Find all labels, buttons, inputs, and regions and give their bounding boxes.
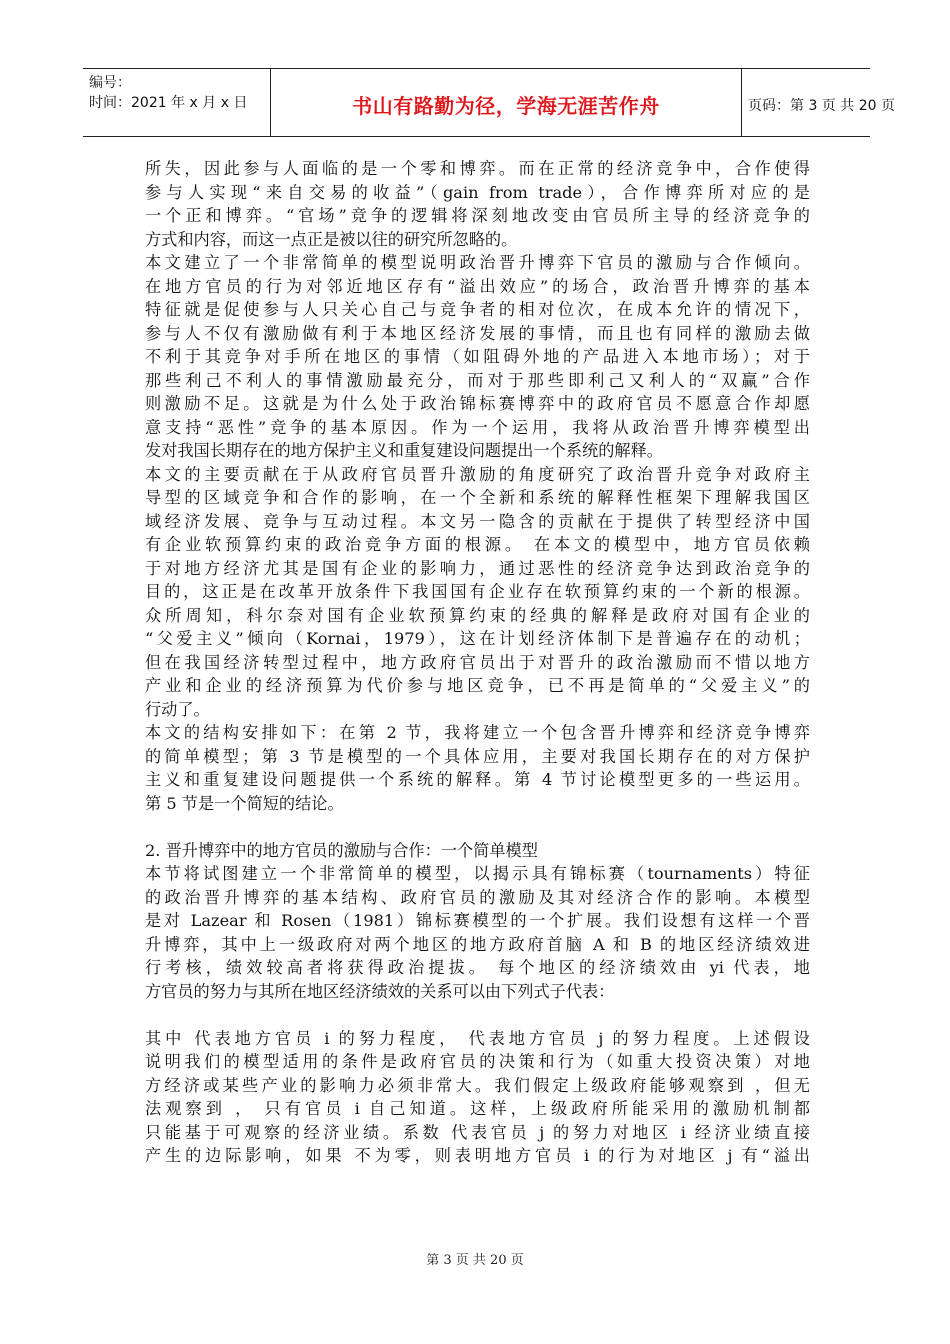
- text-line: 是对 Lazear 和 Rosen（1981）锦标赛模型的一个扩展。我们设想有这样一个晋: [145, 911, 810, 930]
- text-line: 说明我们的模型适用的条件是政府官员的决策和行为（如重大投资决策）对地: [145, 1052, 810, 1071]
- text-line: 行考核，绩效较高者将获得政治提拔。 每个地区的经济绩效由 yi 代表，地: [145, 958, 810, 977]
- text-line: 的政治晋升博弈的基本结构、政府官员的激励及其对经济合作的影响。本模型: [145, 887, 810, 907]
- text-line: 域经济发展、竞争与互动过程。本文另一隐含的贡献在于提供了转型经济中国: [145, 511, 810, 531]
- text-line: 2. 晋升博弈中的地方官员的激励与合作：一个简单模型: [145, 840, 538, 860]
- text-line: 那些利己不利人的事情激励最充分，而对于那些即利己又利人的“双赢”合作: [145, 370, 810, 390]
- text-line: 其中 代表地方官员 i 的努力程度， 代表地方官员 j 的努力程度。上述假设: [145, 1028, 810, 1048]
- header-motto: 书山有路勤为径，学海无涯苦作舟: [271, 69, 742, 136]
- header-meta-cell: [83, 69, 271, 136]
- text-line: 本文的主要贡献在于从政府官员晋升激励的角度研究了政治晋升竞争对政府主: [145, 464, 810, 484]
- text-line: “父爱主义”倾向（Kornai，1979），这在计划经济体制下是普遍存在的动机；: [145, 629, 810, 648]
- text-line: 不利于其竞争对手所在地区的事情（如阻碍外地的产品进入本地市场）；对于: [145, 347, 810, 366]
- text-line: 本节将试图建立一个非常简单的模型，以揭示具有锦标赛（tournaments）特征: [145, 864, 810, 883]
- document-header: [83, 68, 895, 137]
- text-line: 本文建立了一个非常简单的模型说明政治晋升博弈下官员的激励与合作倾向。: [145, 253, 810, 272]
- text-line: 主义和重复建设问题提供一个系统的解释。第 4 节讨论模型更多的一些运用。: [145, 770, 810, 789]
- blank-line: [145, 1003, 810, 1027]
- text-line: 方式和内容，而这一点正是被以往的研究所忽略的。: [145, 229, 518, 249]
- text-line: 则激励不足。这就是为什么处于政治锦标赛博弈中的政府官员不愿意合作却愿: [145, 394, 810, 413]
- blank-line: [145, 815, 810, 839]
- text-line: 只能基于可观察的经济业绩。系数 代表官员 j 的努力对地区 i 经济业绩直接: [145, 1122, 810, 1142]
- page-footer: 第 3 页 共 20 页: [426, 1253, 524, 1268]
- text-line: 特征就是促使参与人只关心自己与竞争者的相对位次，在成本允许的情况下，: [145, 300, 810, 319]
- text-line: 产生的边际影响，如果 不为零，则表明地方官员 i 的行为对地区 j 有“溢出: [145, 1146, 810, 1165]
- text-line: 产业和企业的经济预算为代价参与地区竞争，已不再是简单的“父爱主义”的: [145, 676, 810, 695]
- text-line: 行动了。: [145, 699, 210, 719]
- number-label: 编号：: [89, 75, 131, 91]
- text-line: 但在我国经济转型过程中，地方政府官员出于对晋升的政治激励而不惜以地方: [145, 652, 810, 672]
- text-line: 一个正和博弈。“官场”竞争的逻辑将深刻地改变由官员所主导的经济竞争的: [145, 206, 810, 225]
- text-line: 发对我国长期存在的地方保护主义和重复建设问题提出一个系统的解释。: [145, 441, 663, 460]
- document-body: [145, 157, 810, 1168]
- text-line: 法观察到 ， 只有官员 i 自己知道。这样，上级政府所能采用的激励机制都: [145, 1099, 810, 1118]
- text-line: 参与人实现“来自交易的收益”（gain from trade），合作博弈所对应的是: [145, 182, 810, 202]
- text-line: 所失，因此参与人面临的是一个零和博弈。而在正常的经济竞争中，合作使得: [145, 159, 810, 178]
- header-page-info: 页码：第 3 页 共 20 页: [748, 97, 895, 114]
- text-line: 于对地方经济尤其是国有企业的影响力，通过恶性的经济竞争达到政治竞争的: [145, 558, 810, 578]
- text-line: 意支持“恶性”竞争的基本原因。作为一个运用，我将从政治晋升博弈模型出: [145, 417, 810, 437]
- text-line: 的简单模型；第 3 节是模型的一个具体应用，主要对我国长期存在的对方保护: [145, 746, 810, 766]
- text-line: 目的，这正是在改革开放条件下我国国有企业存在软预算约束的一个新的根源。: [145, 582, 810, 601]
- text-line: 导型的区域竞争和合作的影响，在一个全新和系统的解释性框架下理解我国区: [145, 488, 810, 507]
- text-line: 本文的结构安排如下：在第 2 节，我将建立一个包含晋升博弈和经济竞争博弈: [145, 723, 810, 742]
- text-line: 众所周知，科尔奈对国有企业软预算约束的经典的解释是政府对国有企业的: [145, 605, 810, 625]
- text-line: 升博弈，其中上一级政府对两个地区的地方政府首脑 A 和 B 的地区经济绩效进: [145, 934, 810, 954]
- text-line: 参与人不仅有激励做有利于本地区经济发展的事情，而且也有同样的激励去做: [145, 323, 810, 343]
- text-line: 第 5 节是一个简短的结论。: [145, 793, 344, 813]
- text-line: 方官员的努力与其所在地区经济绩效的关系可以由下列式子代表：: [145, 981, 615, 1001]
- text-line: 方经济或某些产业的影响力必须非常大。我们假定上级政府能够观察到 ，但无: [145, 1075, 810, 1095]
- text-line: 在地方官员的行为对邻近地区存有“溢出效应”的场合，政治晋升博弈的基本: [145, 276, 810, 296]
- text-line: 有企业软预算约束的政治竞争方面的根源。 在本文的模型中，地方官员依赖: [145, 535, 810, 554]
- time-label: 时间：2021 年 x 月 x 日: [89, 95, 248, 111]
